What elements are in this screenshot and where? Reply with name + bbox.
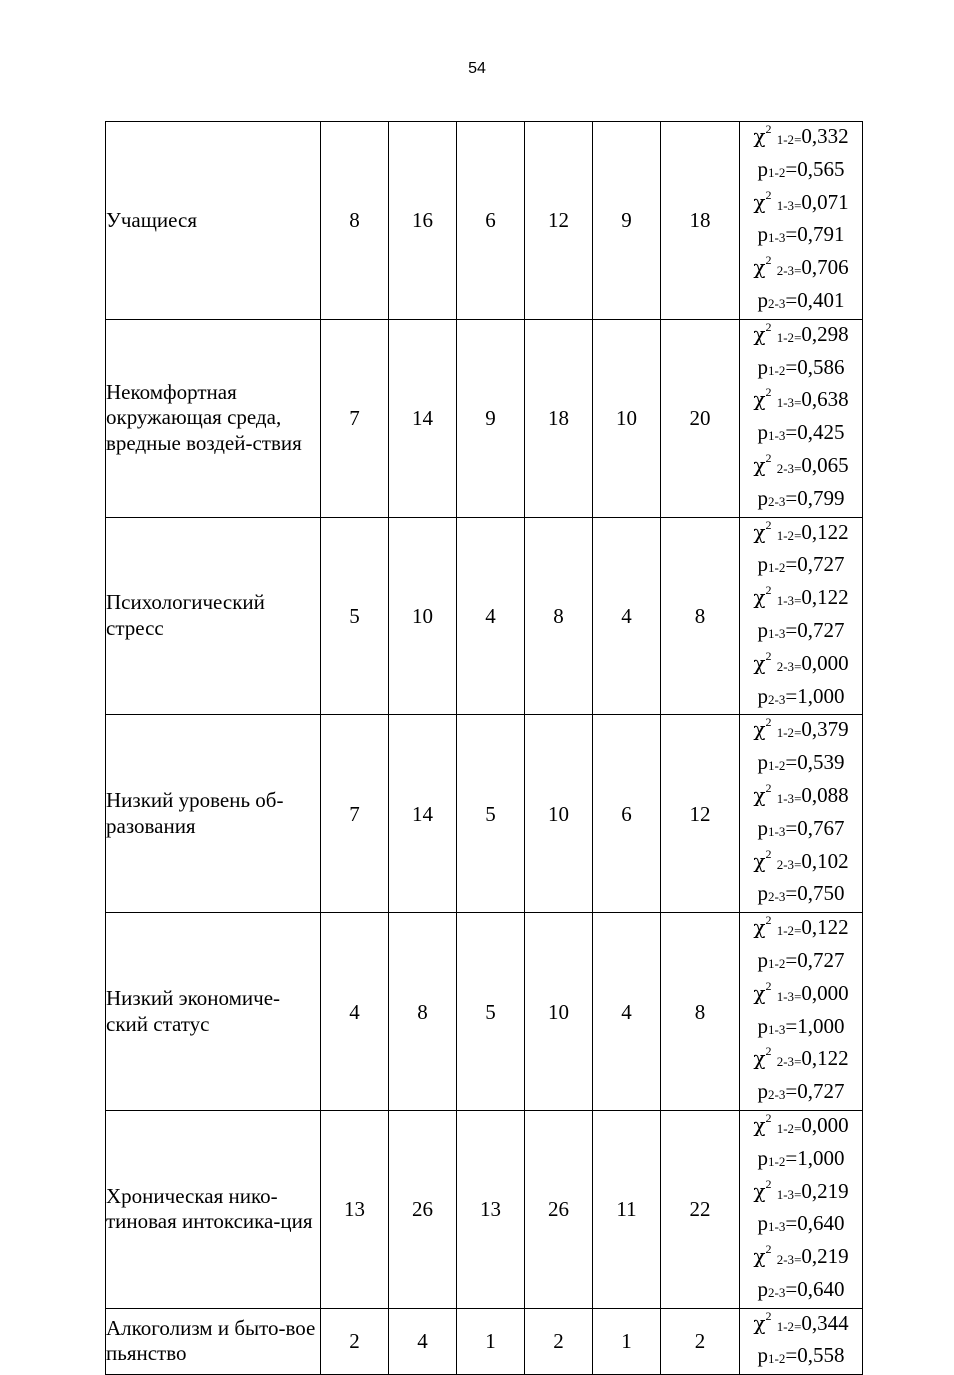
chi-square-line: $\chi^2$ 1-2=0,332 bbox=[753, 122, 849, 148]
stat-cell bbox=[740, 319, 863, 517]
p-index: 2-3 bbox=[768, 493, 786, 509]
chi-value: 0,000 bbox=[801, 650, 849, 675]
p-value-line: p1-2=0,539 bbox=[757, 750, 845, 775]
p-value: 0,558 bbox=[797, 1343, 845, 1368]
chi-square-line: $\chi^2$ 1-2=0,122 bbox=[753, 913, 849, 940]
p-index: 1-3 bbox=[768, 230, 786, 246]
chi-index: 1-3 bbox=[776, 988, 795, 1004]
chi-value: 0,122 bbox=[801, 585, 849, 610]
p-value-line: p2-3=0,750 bbox=[757, 881, 845, 906]
chi-value: 0,379 bbox=[801, 717, 849, 742]
chi-value: 0,219 bbox=[801, 1244, 849, 1269]
p-index: 2-3 bbox=[768, 1284, 786, 1300]
p-value: 0,640 bbox=[797, 1276, 845, 1301]
stat-cell bbox=[740, 715, 863, 913]
chi-index: 2-3 bbox=[776, 263, 795, 279]
chi-index: 1-2 bbox=[776, 1318, 795, 1334]
p-index: 1-2 bbox=[768, 560, 786, 576]
chi-index: 1-2 bbox=[776, 923, 795, 939]
value-cell: 8 bbox=[525, 517, 593, 715]
chi-value: 0,122 bbox=[801, 1046, 849, 1071]
value-cell: 5 bbox=[457, 913, 525, 1111]
chi-index: 1-3 bbox=[776, 593, 795, 609]
chi-index: 1-2 bbox=[776, 132, 795, 147]
value-cell: 22 bbox=[661, 1110, 740, 1308]
p-value-line: p1-2=0,586 bbox=[757, 354, 845, 379]
value-cell: 4 bbox=[593, 517, 661, 715]
p-value: 0,727 bbox=[797, 552, 845, 577]
p-value-line: p1-2=0,727 bbox=[757, 947, 845, 972]
chi-square-line: $\chi^2$ 2-3=0,706 bbox=[753, 253, 849, 280]
chi-square-line: $\chi^2$ 1-3=0,088 bbox=[753, 780, 849, 807]
p-value-line: p1-2=0,565 bbox=[757, 156, 845, 181]
chi-index: 2-3 bbox=[776, 856, 795, 872]
value-cell: 26 bbox=[389, 1110, 457, 1308]
chi-index: 1-2 bbox=[776, 725, 795, 741]
value-cell: 10 bbox=[593, 319, 661, 517]
value-cell: 9 bbox=[457, 319, 525, 517]
chi-square-line: $\chi^2$ 2-3=0,102 bbox=[753, 846, 849, 873]
table-row bbox=[106, 913, 863, 1111]
value-cell: 2 bbox=[321, 1308, 389, 1375]
chi-index: 2-3 bbox=[776, 460, 795, 476]
p-value-line: p2-3=0,401 bbox=[757, 287, 845, 312]
value-cell: 14 bbox=[389, 319, 457, 517]
factor-label: Хроническая нико-тиновая интоксика-ция bbox=[106, 1110, 321, 1308]
p-value-line: p2-3=0,727 bbox=[757, 1079, 845, 1104]
data-table bbox=[105, 121, 863, 1375]
chi-value: 0,332 bbox=[801, 124, 849, 148]
p-index: 1-3 bbox=[768, 625, 786, 641]
chi-square-line: $\chi^2$ 1-2=0,000 bbox=[753, 1110, 849, 1137]
chi-square-line: $\chi^2$ 1-2=0,122 bbox=[753, 517, 849, 544]
value-cell: 20 bbox=[661, 319, 740, 517]
chi-square-line: $\chi^2$ 1-3=0,219 bbox=[753, 1176, 849, 1203]
chi-value: 0,638 bbox=[801, 387, 849, 412]
value-cell: 18 bbox=[661, 122, 740, 320]
chi-square-line: $\chi^2$ 2-3=0,000 bbox=[753, 648, 849, 675]
p-index: 1-2 bbox=[768, 758, 786, 774]
p-index: 2-3 bbox=[768, 1087, 786, 1103]
factor-label: Некомфортная окружающая среда, вредные воздей-ствия bbox=[106, 319, 321, 517]
stat-cell bbox=[740, 122, 863, 320]
chi-value: 0,102 bbox=[801, 848, 849, 873]
chi-index: 1-3 bbox=[776, 197, 795, 213]
p-value: 0,767 bbox=[797, 815, 845, 840]
value-cell: 1 bbox=[457, 1308, 525, 1375]
p-index: 1-3 bbox=[768, 428, 786, 444]
table-row bbox=[106, 715, 863, 913]
value-cell: 12 bbox=[525, 122, 593, 320]
chi-value: 0,122 bbox=[801, 519, 849, 544]
value-cell: 14 bbox=[389, 715, 457, 913]
chi-index: 2-3 bbox=[776, 1252, 795, 1268]
chi-value: 0,122 bbox=[801, 915, 849, 940]
p-value-line: p1-2=1,000 bbox=[757, 1145, 845, 1170]
p-value-line: p1-3=0,425 bbox=[757, 420, 845, 445]
chi-value: 0,706 bbox=[801, 255, 849, 280]
stat-cell bbox=[740, 913, 863, 1111]
value-cell: 26 bbox=[525, 1110, 593, 1308]
p-index: 1-2 bbox=[768, 955, 786, 971]
p-value: 0,401 bbox=[797, 287, 845, 312]
chi-index: 1-3 bbox=[776, 395, 795, 411]
p-value: 0,727 bbox=[797, 617, 845, 642]
value-cell: 10 bbox=[389, 517, 457, 715]
value-cell: 8 bbox=[321, 122, 389, 320]
chi-value: 0,000 bbox=[801, 980, 849, 1005]
chi-square-line: $\chi^2$ 1-2=0,379 bbox=[753, 715, 849, 742]
value-cell: 6 bbox=[457, 122, 525, 320]
p-value-line: p1-3=0,767 bbox=[757, 815, 845, 840]
stat-cell bbox=[740, 1110, 863, 1308]
value-cell: 2 bbox=[661, 1308, 740, 1375]
value-cell: 4 bbox=[321, 913, 389, 1111]
p-value-line: p1-3=0,640 bbox=[757, 1211, 845, 1236]
chi-index: 1-3 bbox=[776, 790, 795, 806]
p-value-line: p2-3=0,640 bbox=[757, 1276, 845, 1301]
p-value: 0,539 bbox=[797, 750, 845, 775]
chi-square-line: $\chi^2$ 1-3=0,071 bbox=[753, 187, 849, 214]
chi-index: 2-3 bbox=[776, 1054, 795, 1070]
value-cell: 18 bbox=[525, 319, 593, 517]
p-value: 1,000 bbox=[797, 1013, 845, 1038]
p-value-line: p1-2=0,558 bbox=[757, 1343, 845, 1368]
value-cell: 10 bbox=[525, 913, 593, 1111]
table-row bbox=[106, 517, 863, 715]
chi-index: 1-2 bbox=[776, 1120, 795, 1136]
value-cell: 7 bbox=[321, 319, 389, 517]
chi-index: 1-3 bbox=[776, 1186, 795, 1202]
value-cell: 16 bbox=[389, 122, 457, 320]
value-cell: 13 bbox=[321, 1110, 389, 1308]
p-index: 1-2 bbox=[768, 164, 786, 180]
chi-value: 0,344 bbox=[801, 1310, 849, 1335]
value-cell: 6 bbox=[593, 715, 661, 913]
p-value-line: p1-2=0,727 bbox=[757, 552, 845, 577]
chi-value: 0,088 bbox=[801, 782, 849, 807]
value-cell: 7 bbox=[321, 715, 389, 913]
value-cell: 8 bbox=[389, 913, 457, 1111]
chi-value: 0,000 bbox=[801, 1112, 849, 1137]
stat-cell bbox=[740, 517, 863, 715]
p-index: 2-3 bbox=[768, 691, 786, 707]
chi-square-line: $\chi^2$ 1-3=0,000 bbox=[753, 978, 849, 1005]
chi-value: 0,071 bbox=[801, 189, 849, 214]
p-index: 1-2 bbox=[768, 1153, 786, 1169]
value-cell: 9 bbox=[593, 122, 661, 320]
chi-square-line: $\chi^2$ 2-3=0,219 bbox=[753, 1242, 849, 1269]
chi-square-line: $\chi^2$ 1-3=0,122 bbox=[753, 583, 849, 610]
p-value-line: p1-3=0,727 bbox=[757, 617, 845, 642]
p-value: 0,727 bbox=[797, 1079, 845, 1104]
factor-label: Низкий уровень об-разования bbox=[106, 715, 321, 913]
value-cell: 13 bbox=[457, 1110, 525, 1308]
p-value-line: p2-3=0,799 bbox=[757, 485, 845, 510]
p-value: 0,791 bbox=[797, 222, 845, 247]
p-index: 1-2 bbox=[768, 1351, 786, 1367]
chi-value: 0,065 bbox=[801, 452, 849, 477]
chi-square-line: $\chi^2$ 1-2=0,344 bbox=[753, 1308, 849, 1335]
chi-square-line: $\chi^2$ 1-3=0,638 bbox=[753, 385, 849, 412]
p-value-line: p1-3=1,000 bbox=[757, 1013, 845, 1038]
table-row bbox=[106, 319, 863, 517]
chi-value: 0,219 bbox=[801, 1178, 849, 1203]
value-cell: 10 bbox=[525, 715, 593, 913]
table-row bbox=[106, 1308, 863, 1375]
p-value: 0,799 bbox=[797, 485, 845, 510]
value-cell: 5 bbox=[457, 715, 525, 913]
table-row bbox=[106, 122, 863, 320]
p-value: 0,586 bbox=[797, 354, 845, 379]
value-cell: 4 bbox=[457, 517, 525, 715]
p-index: 1-3 bbox=[768, 1219, 786, 1235]
chi-index: 2-3 bbox=[776, 658, 795, 674]
value-cell: 11 bbox=[593, 1110, 661, 1308]
chi-square-line: $\chi^2$ 2-3=0,122 bbox=[753, 1044, 849, 1071]
p-index: 1-3 bbox=[768, 823, 786, 839]
p-value: 1,000 bbox=[797, 1145, 845, 1170]
p-value: 0,750 bbox=[797, 881, 845, 906]
p-value: 0,640 bbox=[797, 1211, 845, 1236]
p-value: 0,565 bbox=[797, 156, 845, 181]
p-index: 1-2 bbox=[768, 362, 786, 378]
value-cell: 12 bbox=[661, 715, 740, 913]
value-cell: 1 bbox=[593, 1308, 661, 1375]
chi-square-line: $\chi^2$ 2-3=0,065 bbox=[753, 450, 849, 477]
p-value: 0,425 bbox=[797, 420, 845, 445]
value-cell: 2 bbox=[525, 1308, 593, 1375]
stat-cell bbox=[740, 1308, 863, 1375]
p-value-line: p2-3=1,000 bbox=[757, 683, 845, 708]
factor-label: Алкоголизм и быто-вое пьянство bbox=[106, 1308, 321, 1375]
factor-label: Низкий экономиче-ский статус bbox=[106, 913, 321, 1111]
page-number: 54 bbox=[468, 60, 486, 77]
p-value-line: p1-3=0,791 bbox=[757, 222, 845, 247]
factor-label: Психологический стресс bbox=[106, 517, 321, 715]
chi-value: 0,298 bbox=[801, 321, 849, 346]
value-cell: 4 bbox=[593, 913, 661, 1111]
value-cell: 8 bbox=[661, 913, 740, 1111]
chi-index: 1-2 bbox=[776, 329, 795, 345]
chi-index: 1-2 bbox=[776, 527, 795, 543]
p-value: 0,727 bbox=[797, 947, 845, 972]
value-cell: 4 bbox=[389, 1308, 457, 1375]
p-index: 1-3 bbox=[768, 1021, 786, 1037]
p-value: 1,000 bbox=[797, 683, 845, 708]
factor-label: Учащиеся bbox=[106, 122, 321, 320]
p-index: 2-3 bbox=[768, 295, 786, 311]
p-index: 2-3 bbox=[768, 889, 786, 905]
table-row bbox=[106, 1110, 863, 1308]
value-cell: 5 bbox=[321, 517, 389, 715]
chi-square-line: $\chi^2$ 1-2=0,298 bbox=[753, 319, 849, 346]
value-cell: 8 bbox=[661, 517, 740, 715]
